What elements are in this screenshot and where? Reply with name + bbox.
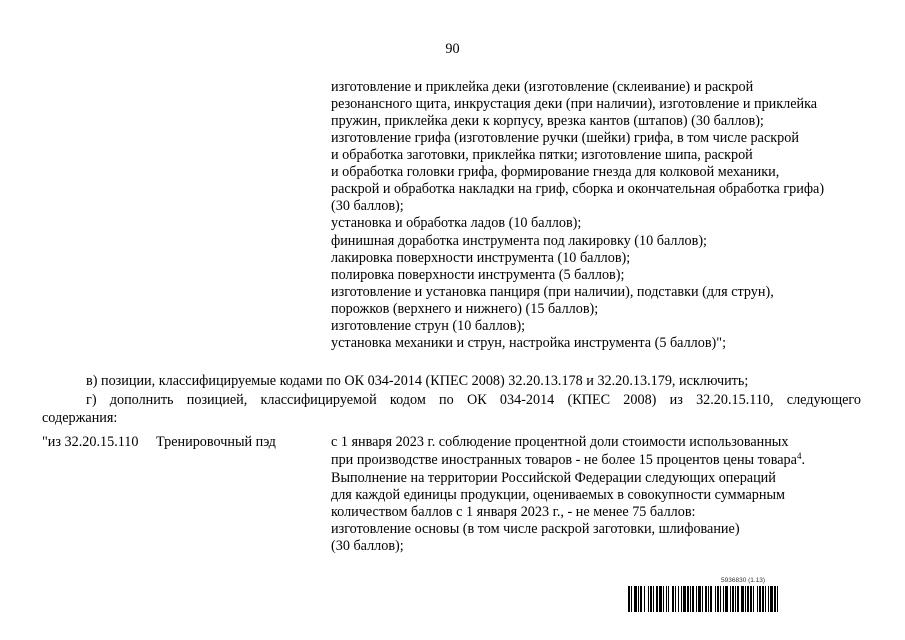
list-line: изготовление и установка панциря (при наличии), подставки (для струн), <box>331 284 774 300</box>
list-line: установка механики и струн, настройка инструмента (5 баллов)"; <box>331 335 727 351</box>
requirement-line: (30 баллов); <box>331 538 404 554</box>
list-line: порожков (верхнего и нижнего) (15 баллов); <box>331 301 599 317</box>
list-line: изготовление и приклейка деки (изготовление (склеивание) и раскрой <box>331 79 754 95</box>
barcode-bar <box>778 586 780 612</box>
footnote-ref: 4 <box>796 451 802 461</box>
paragraph-g-continuation: содержания: <box>42 410 118 426</box>
list-line: и обработка головки грифа, формирование гнезда для колковой механики, <box>331 164 780 180</box>
list-line: раскрой и обработка накладки на гриф, сборка и окончательная обработка грифа) <box>331 181 825 197</box>
list-line: установка и обработка ладов (10 баллов); <box>331 215 582 231</box>
requirement-line: с 1 января 2023 г. соблюдение процентной доли стоимости использованных <box>331 434 789 450</box>
list-line: пружин, приклейка деки к корпусу, врезка кантов (штапов) (30 баллов); <box>331 113 764 129</box>
paragraph-v: в) позиции, классифицируемые кодами по ОК 034-2014 (КПЕС 2008) 32.20.13.178 и 32.20.13.179, исключить; <box>86 373 749 389</box>
requirement-line <box>331 452 805 469</box>
requirement-line: Выполнение на территории Российской Федерации следующих операций <box>331 470 776 486</box>
product-code: "из 32.20.15.110 <box>42 434 139 450</box>
list-line: финишная доработка инструмента под лакировку (10 баллов); <box>331 233 708 249</box>
requirement-line: изготовление основы (в том числе раскрой заготовки, шлифование) <box>331 521 740 537</box>
barcode <box>628 586 864 612</box>
list-line: и обработка заготовки, приклейка пятки; изготовление шипа, раскрой <box>331 147 753 163</box>
list-line: полировка поверхности инструмента (5 баллов); <box>331 267 625 283</box>
page-number: 90 <box>445 41 460 57</box>
sentence-end: . <box>801 452 805 468</box>
paragraph-g: г) дополнить позицией, классифицируемой кодом по ОК 034-2014 (КПЕС 2008) из 32.20.15.110, следующего <box>86 392 861 408</box>
requirement-text: при производстве иностранных товаров - не более 15 процентов цены товара <box>331 452 797 468</box>
requirement-line: количеством баллов с 1 января 2023 г., - не менее 75 баллов: <box>331 504 696 520</box>
list-line: лакировка поверхности инструмента (10 баллов); <box>331 250 631 266</box>
requirement-line: для каждой единицы продукции, оцениваемых в совокупности суммарным <box>331 487 786 503</box>
product-name: Тренировочный пэд <box>156 434 276 450</box>
list-line: изготовление струн (10 баллов); <box>331 318 526 334</box>
list-line: (30 баллов); <box>331 198 404 214</box>
document-id: 5936830 (1.13) <box>721 577 766 584</box>
list-line: изготовление грифа (изготовление ручки (шейки) грифа, в том числе раскрой <box>331 130 799 146</box>
list-line: резонансного щита, инкрустация деки (при наличии), изготовление и приклейка <box>331 96 818 112</box>
